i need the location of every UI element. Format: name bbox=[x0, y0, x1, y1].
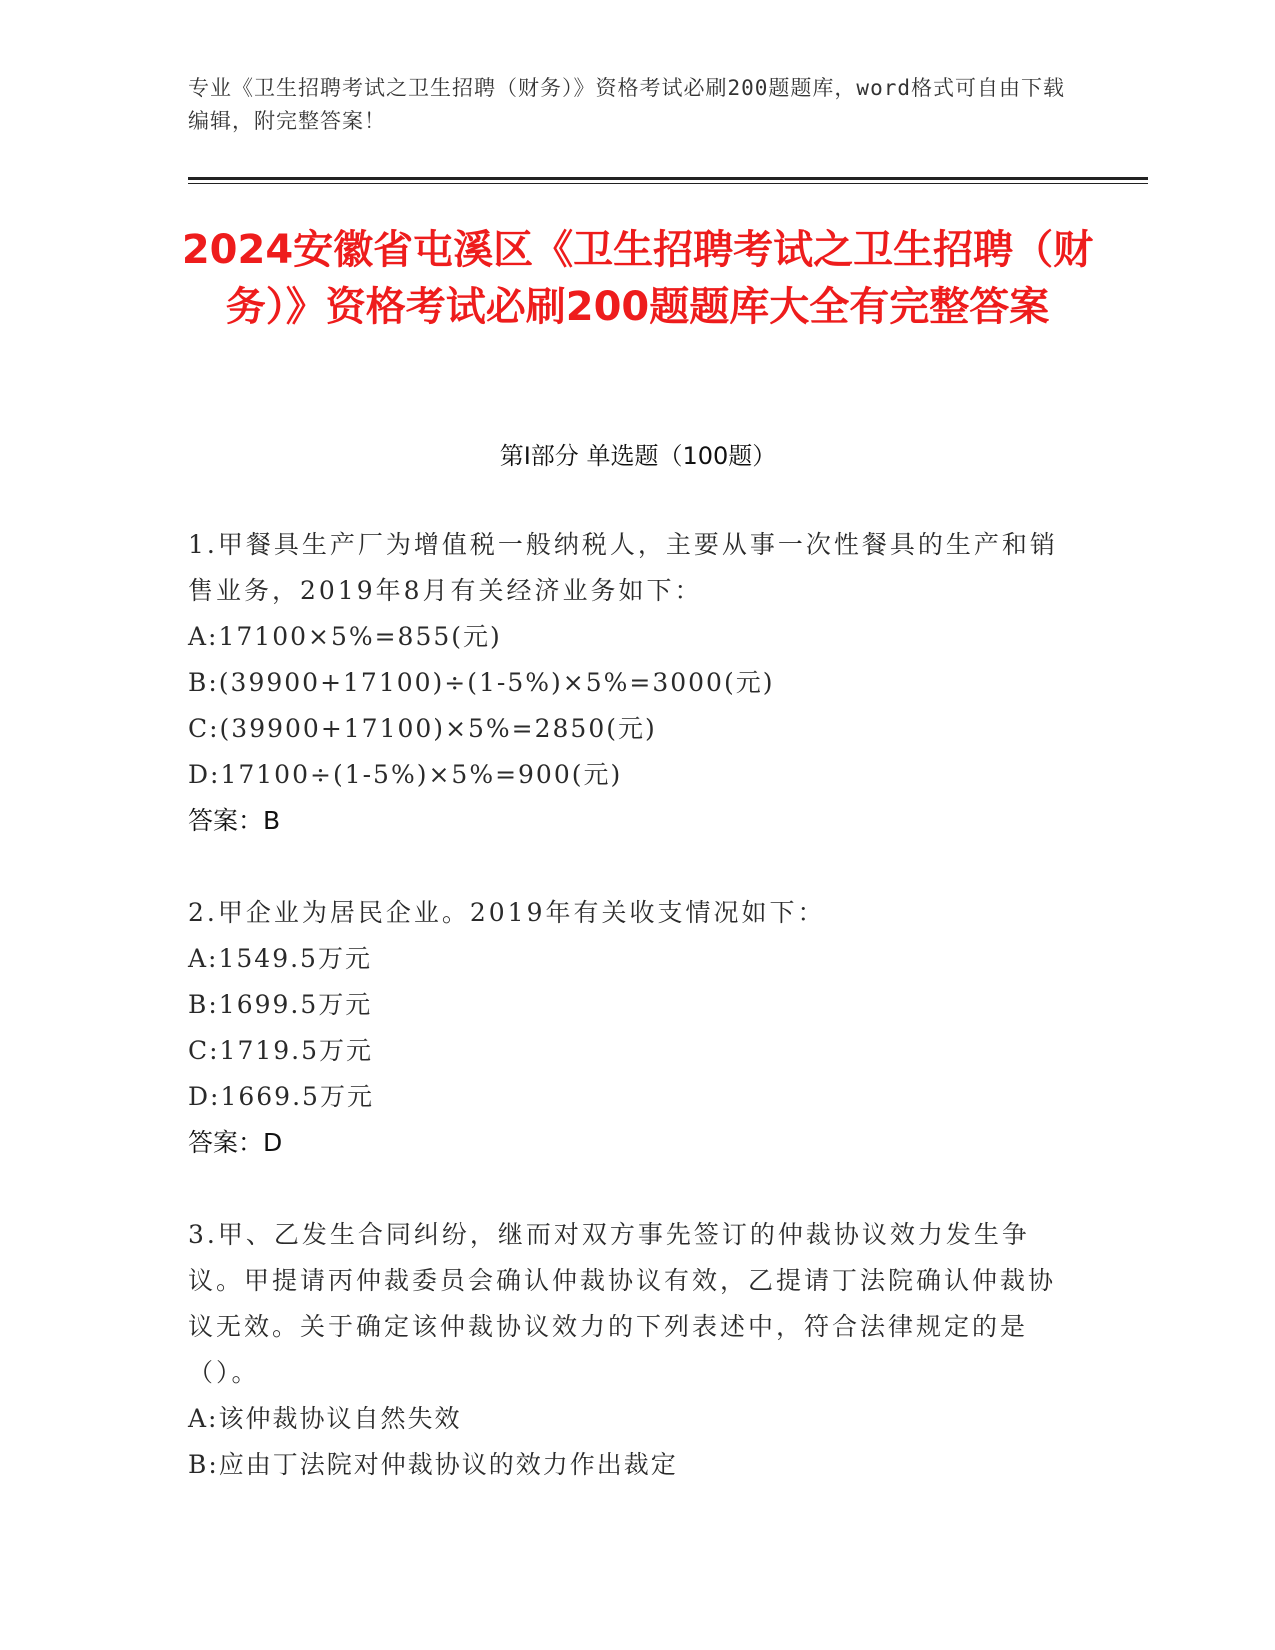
answer-text: 答案：B bbox=[188, 806, 281, 835]
header-divider-thin bbox=[188, 183, 1148, 184]
question-2 bbox=[188, 890, 1068, 1166]
question-stem: 1.甲餐具生产厂为增值税一般纳税人，主要从事一次性餐具的生产和销售业务，2019年8月有关经济业务如下： bbox=[188, 530, 1058, 605]
section-title: 第I部分 单选题（100题） bbox=[499, 442, 777, 470]
option-b: B:(39900+17100)÷(1-5%)×5%=3000(元) bbox=[188, 668, 775, 697]
option-a: A:该仲裁协议自然失效 bbox=[188, 1404, 462, 1433]
document-title: 2024安徽省屯溪区《卫生招聘考试之卫生招聘（财务）》资格考试必刷200题题库大全有完整答案 bbox=[181, 227, 1094, 330]
option-b: B:应由丁法院对仲裁协议的效力作出裁定 bbox=[188, 1450, 678, 1479]
question-stem: 3.甲、乙发生合同纠纷，继而对双方事先签订的仲裁协议效力发生争议。甲提请丙仲裁委员会确认仲裁协议有效，乙提请丁法院确认仲裁协议无效。关于确定该仲裁协议效力的下列表述中，符合法律规定的是（）。 bbox=[188, 1220, 1057, 1387]
option-a: A:1549.5万元 bbox=[188, 944, 372, 973]
question-1 bbox=[188, 522, 1068, 844]
option-d: D:17100÷(1-5%)×5%=900(元) bbox=[188, 760, 623, 789]
header-note: 专业《卫生招聘考试之卫生招聘（财务）》资格考试必刷200题题库，word格式可自由下载编辑，附完整答案！ bbox=[188, 76, 1065, 133]
option-b: B:1699.5万元 bbox=[188, 990, 373, 1019]
question-3 bbox=[188, 1212, 1068, 1488]
option-c: C:1719.5万元 bbox=[188, 1036, 374, 1065]
option-c: C:(39900+17100)×5%=2850(元) bbox=[188, 714, 657, 743]
answer-text: 答案：D bbox=[188, 1128, 283, 1157]
header-divider-thick bbox=[188, 177, 1148, 180]
question-stem: 2.甲企业为居民企业。2019年有关收支情况如下： bbox=[188, 898, 826, 927]
option-a: A:17100×5%=855(元) bbox=[188, 622, 502, 651]
option-d: D:1669.5万元 bbox=[188, 1082, 374, 1111]
question-list bbox=[188, 522, 1068, 1534]
